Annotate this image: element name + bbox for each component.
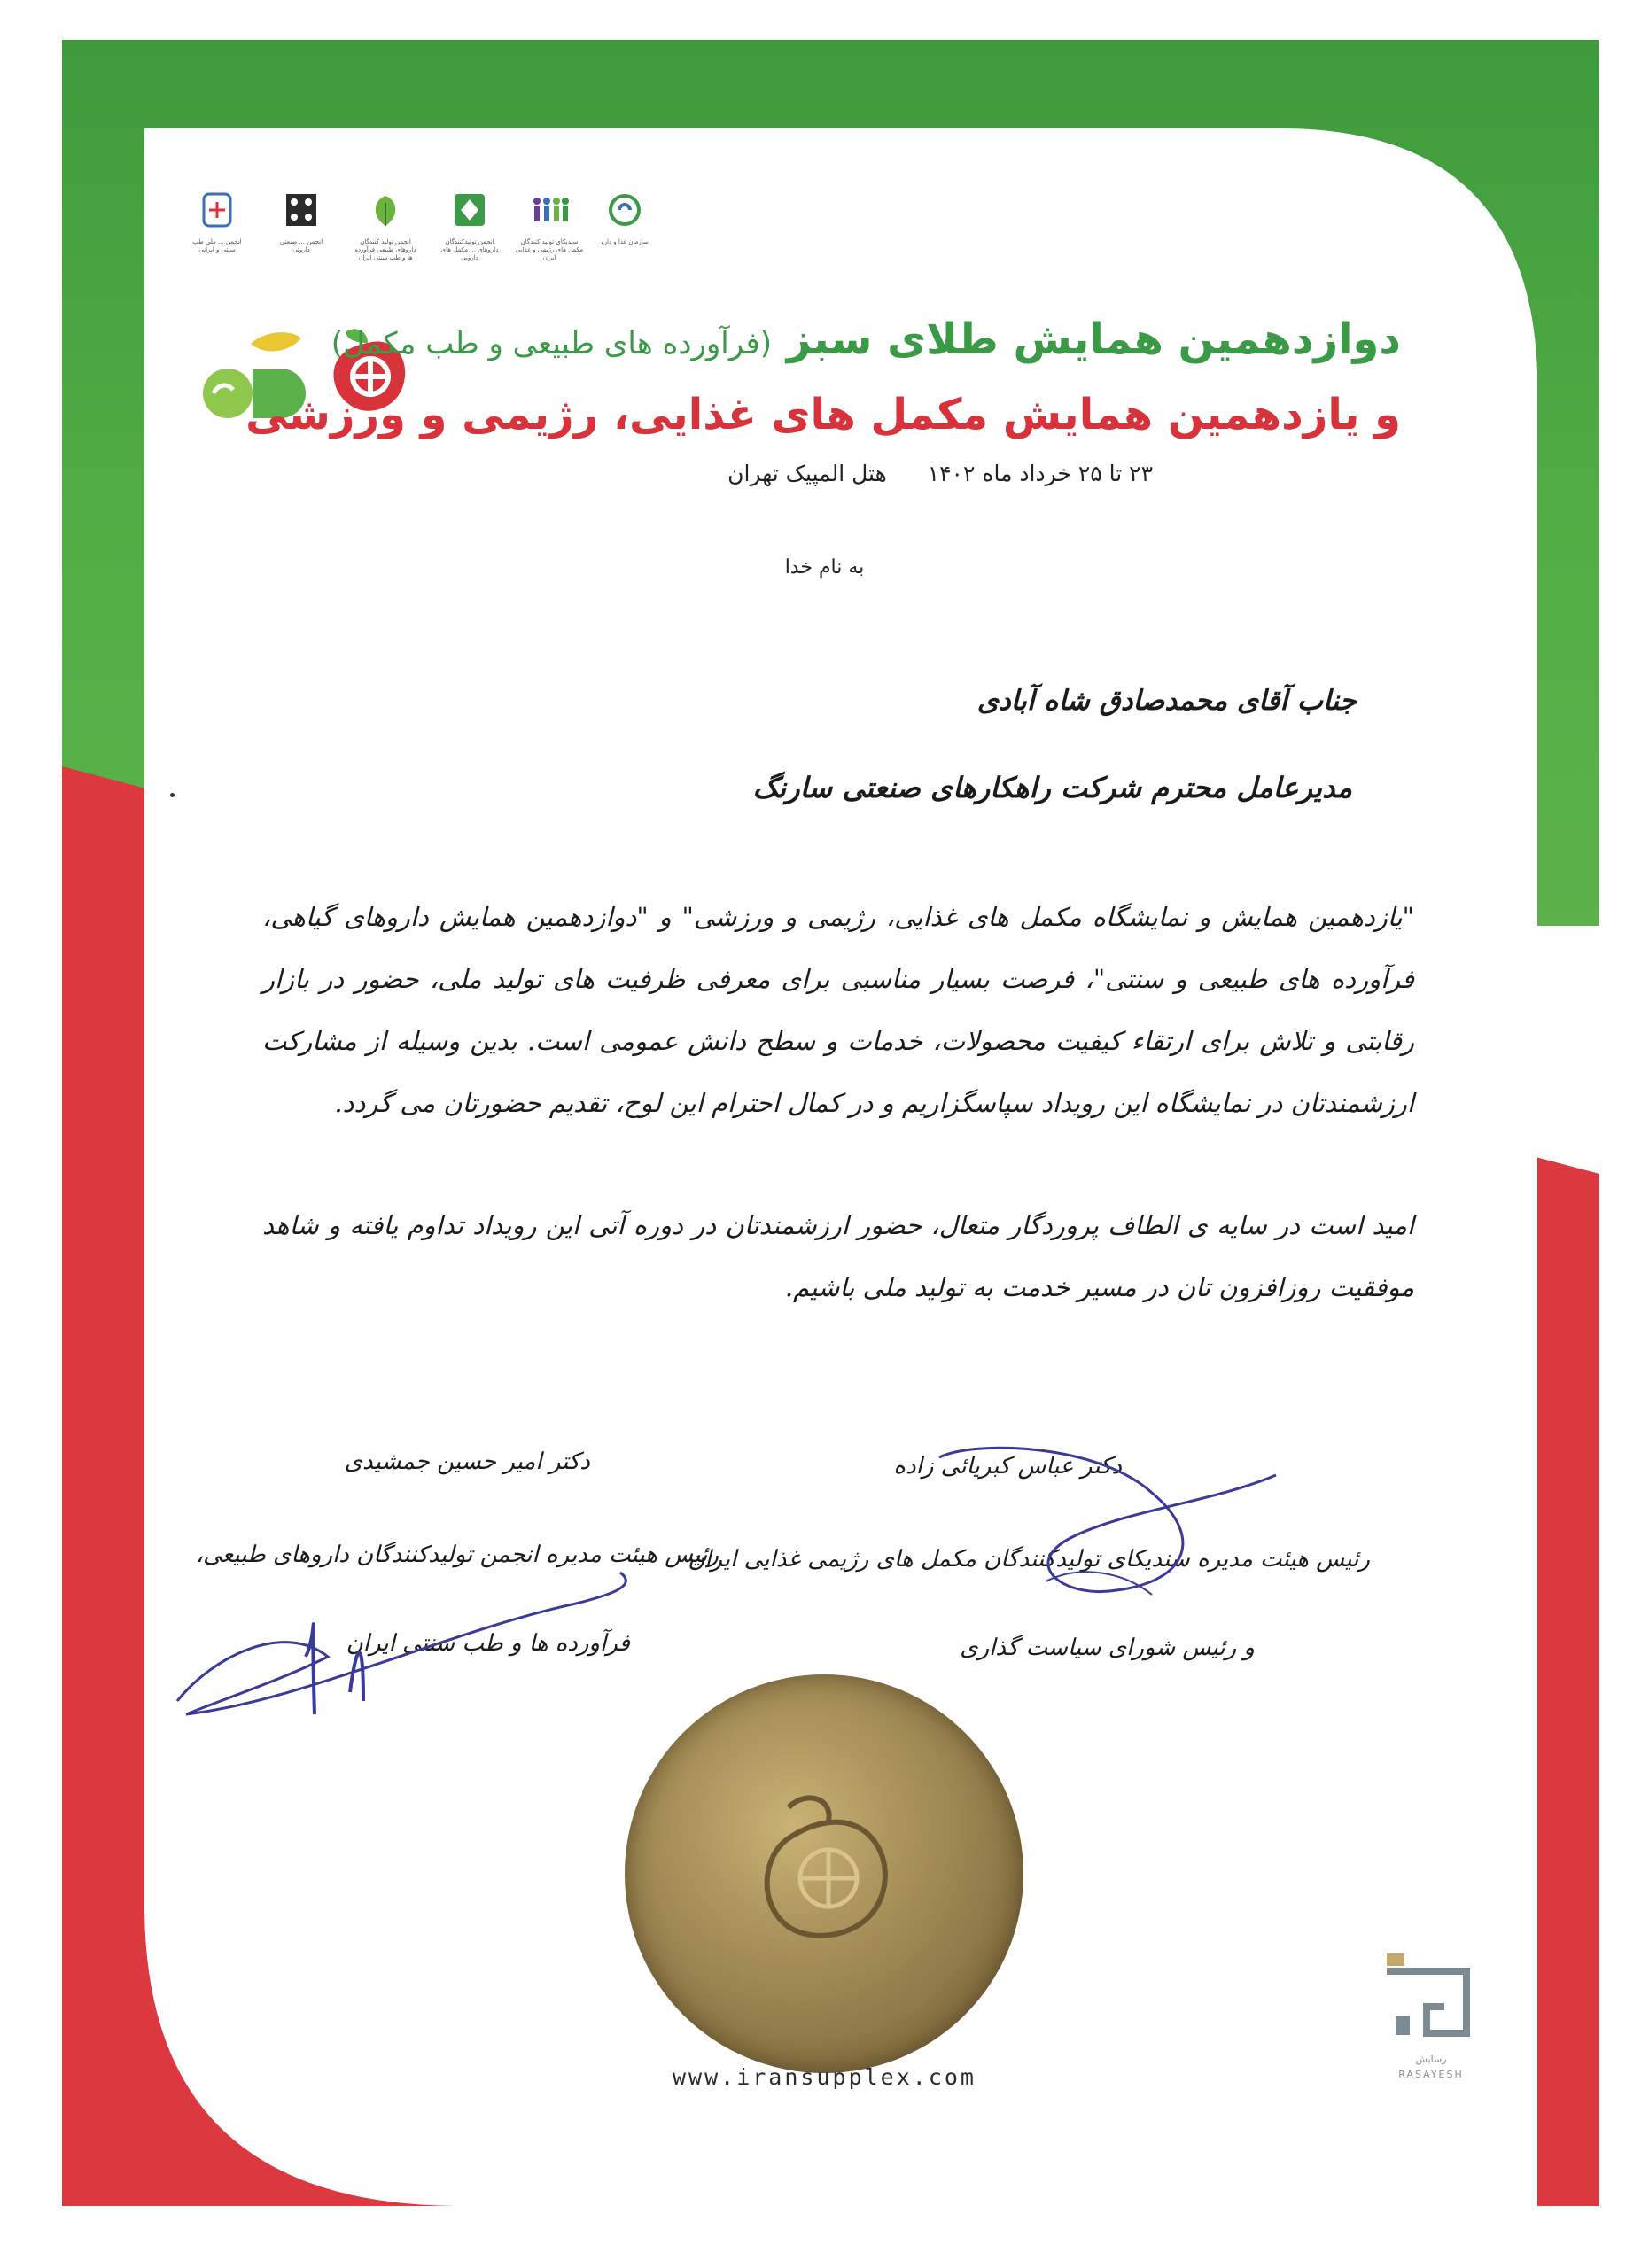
signature-left-icon — [159, 1524, 656, 1728]
logo-2-icon — [281, 190, 322, 231]
logo-association-4 — [439, 190, 501, 275]
logo-caption: انجمن تولیدکنندگان داروهای ... مکمل های دارویی — [440, 238, 499, 261]
signature-right-icon — [922, 1440, 1294, 1617]
logo-caption: انجمن ... صنعتی داروئی — [279, 238, 323, 253]
rasayesh-mark-icon — [1369, 1945, 1493, 2047]
logo-caption: انجمن ... ملی طب سنتی و ایرانی — [192, 238, 242, 253]
logo-caption: سازمان غذا و دارو — [601, 238, 649, 245]
signatory-left-title-1: رئیس هیئت مدیره انجمن تولیدکنندگان داروهای طبیعی، — [195, 1542, 719, 1568]
event-title-green-gold — [331, 315, 1401, 364]
signatory-left-title-2: فرآورده ها و طب سنتی ایران — [346, 1630, 630, 1657]
seal-emblem-icon — [735, 1781, 913, 1958]
website-url[interactable]: www.iransupplex.com — [673, 2064, 976, 2090]
rasayesh-brand: RASAYESH — [1398, 2069, 1464, 2080]
gold-seal — [625, 1674, 1023, 2073]
event-date-venue — [727, 461, 1153, 486]
people-icon — [529, 190, 570, 231]
logo-4-icon — [449, 190, 490, 231]
signatory-right-title-2: و رئیس شورای سیاست گذاری — [960, 1635, 1255, 1661]
recipient-position: مدیرعامل محترم شرکت راهکارهای صنعتی سارنگ — [752, 771, 1352, 804]
logo-caption: انجمن تولید کنندگان داروهای طبیعی فرآورده ها و طب سنتی ایران — [354, 238, 416, 261]
event-venue: هتل المپیک تهران — [727, 461, 887, 486]
logo-3-leaf-icon — [365, 190, 406, 231]
letter-paragraph-1: "یازدهمین همایش و نمایشگاه مکمل های غذایی، رژیمی و ورزشی" و "دوازدهمین همایش داروهای گیاهی، فرآورده های طبیعی و سنتی"، فرصت بسیار مناسبی برای معرفی ظرفیت های تولید ملی، حضور در بازار رقابتی و تلاش برای ارتقاء کیفیت محصولات، خدمات و سطح دانش عمومی است. بدین وسیله از مشارکت ارزشمندتان در نمایشگاه این رویداد سپاسگزاریم و در کمال احترام این لوح، تقدیم حضورتان می گردد. — [262, 902, 1414, 1118]
event-title-supplements: و یازدهمین همایش مکمل های غذایی، رژیمی و ورزشی — [245, 390, 1401, 439]
logo-association-3 — [354, 190, 416, 275]
event-date: ۲۳ تا ۲۵ خرداد ماه ۱۴۰۲ — [927, 461, 1153, 486]
title1-main: دوازدهمین همایش طلای سبز — [786, 315, 1401, 364]
title1-sub: (فرآورده های طبیعی و طب مکمل) — [331, 326, 773, 361]
recipient-name: جناب آقای محمدصادق شاه آبادی — [976, 685, 1357, 717]
stray-dot — [170, 793, 175, 797]
rasayesh-logo — [1369, 1945, 1493, 2078]
signatory-right-name: دکتر عباس کبریائی زاده — [893, 1453, 1122, 1480]
signatory-right-title-1: رئیس هیئت مدیره سندیکای تولیدکنندگان مکمل های رژیمی غذایی ایران — [688, 1546, 1370, 1573]
logo-caption: سندیکای تولید کنندگان مکمل های رژیمی و غذایی ایران — [515, 238, 584, 261]
bismillah: به نام خدا — [784, 556, 865, 579]
logo-association-2 — [270, 190, 332, 275]
logo-fda — [594, 190, 656, 275]
sponsor-logos — [186, 190, 647, 279]
rasayesh-brand-fa: رسایش — [1415, 2054, 1447, 2065]
logo-association-1 — [186, 190, 248, 275]
logo-1-icon — [197, 190, 237, 231]
signatory-left-name: دکتر امیر حسین جمشیدی — [344, 1449, 590, 1475]
letter-paragraph-2: امید است در سایه ی الطاف پروردگار متعال، حضور ارزشمندتان در دوره آتی این رویداد تداوم یافته و شاهد موفقیت روزافزون تان در مسیر خدمت به تولید ملی باشیم. — [262, 1210, 1414, 1302]
fda-icon — [604, 190, 645, 231]
logo-syndicate — [514, 190, 585, 275]
